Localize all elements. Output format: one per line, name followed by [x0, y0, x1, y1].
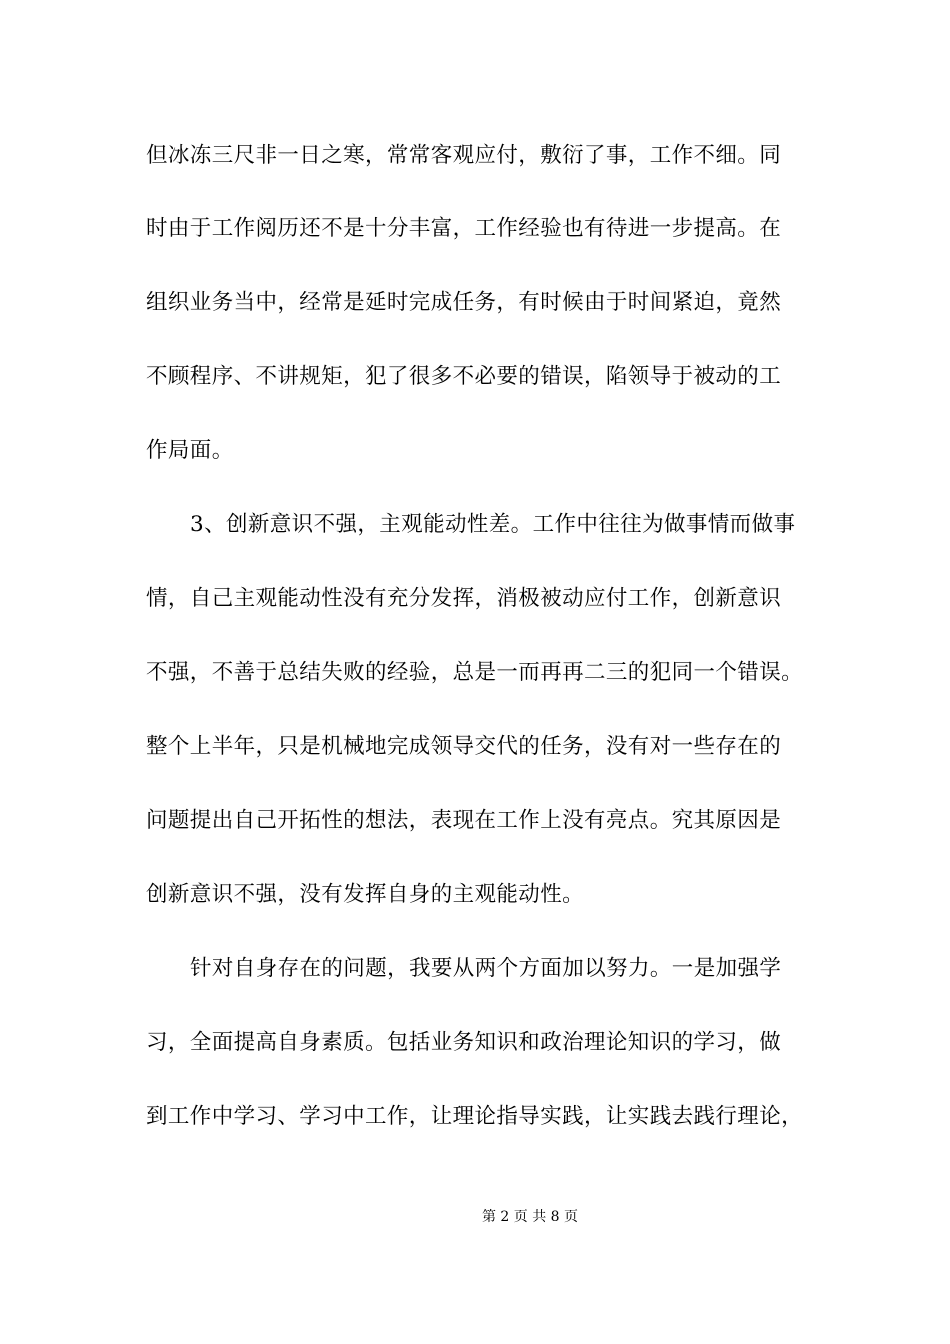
text-line-4: 不顾程序、不讲规矩，犯了很多不必要的错误，陷领导于被动的工	[146, 364, 782, 389]
text-line-5: 作局面。	[146, 438, 234, 463]
text-line-2: 时由于工作阅历还不是十分丰富，工作经验也有待进一步提高。在	[146, 216, 782, 241]
text-line-13: 习，全面提高自身素质。包括业务知识和政治理论知识的学习，做	[146, 1030, 782, 1055]
text-line-14: 到工作中学习、学习中工作，让理论指导实践，让实践去践行理论，	[146, 1104, 804, 1129]
text-line-10: 问题提出自己开拓性的想法，表现在工作上没有亮点。究其原因是	[146, 808, 782, 833]
page-number-footer: 第 2 页 共 8 页	[481, 1209, 579, 1225]
text-line-6: 3、创新意识不强，主观能动性差。工作中往往为做事情而做事	[190, 512, 796, 537]
text-line-7: 情，自己主观能动性没有充分发挥，消极被动应付工作，创新意识	[146, 586, 782, 611]
text-line-3: 组织业务当中，经常是延时完成任务，有时候由于时间紧迫，竟然	[146, 290, 782, 315]
text-line-8: 不强，不善于总结失败的经验，总是一而再再二三的犯同一个错误。	[146, 660, 804, 685]
text-line-9: 整个上半年，只是机械地完成领导交代的任务，没有对一些存在的	[146, 734, 782, 759]
text-line-1: 但冰冻三尺非一日之寒，常常客观应付，敷衍了事，工作不细。同	[146, 143, 782, 168]
text-line-11: 创新意识不强，没有发挥自身的主观能动性。	[146, 882, 585, 907]
text-line-12: 针对自身存在的问题，我要从两个方面加以努力。一是加强学	[190, 956, 782, 981]
